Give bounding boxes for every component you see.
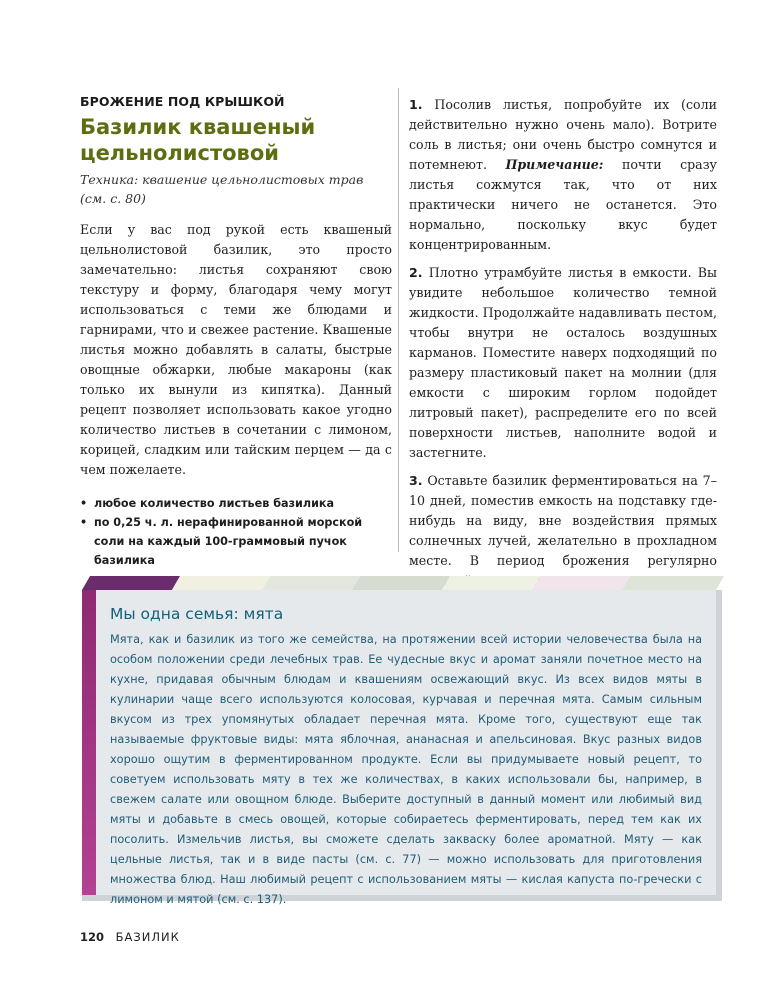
section-kicker: БРОЖЕНИЕ ПОД КРЫШКОЙ	[80, 94, 285, 109]
step-2	[409, 263, 717, 463]
step-number: 1.	[409, 97, 423, 112]
ingredient-item	[80, 513, 392, 570]
decorative-tab	[262, 576, 360, 590]
decorative-tab	[532, 576, 630, 590]
recipe-intro-text: Если у вас под рукой есть квашеный цельнолистовой базилик, это просто замечательно: листья сохраняют свою текстуру и форму, благодаря чему могут использоваться с теми же блюдами и гарнирами, что и свежее растение. Квашеные листья можно добавлять в салаты, быстрые овощные обжарки, любые макароны (как только их вынули из кипятка). Данный рецепт позволяет использовать какое угодно количество листьев в сочетании с лимоном, корицей, сладким или тайским перцем — да с чем пожелаете.	[80, 222, 392, 477]
decorative-tab	[622, 576, 724, 590]
recipe-steps-column	[409, 95, 717, 599]
step-text: Посолив листья, попробуйте их (соли действительно нужно очень мало). Вотрите соль в листья; они очень быстро сомнутся и потемнеют.	[409, 97, 717, 172]
step-note-label: Примечание:	[505, 157, 604, 172]
step-3	[409, 471, 717, 591]
sidebar-accent-bar	[82, 590, 96, 895]
recipe-title: Базилик квашеный цельнолистовой	[80, 115, 316, 165]
step-1	[409, 95, 717, 255]
decorative-tab	[352, 576, 450, 590]
bullet-icon: •	[80, 497, 88, 510]
recipe-intro-column	[80, 94, 392, 570]
decorative-tab	[172, 576, 270, 590]
sidebar-content	[110, 604, 702, 910]
technique-note: Техника: квашение цельнолистовых трав (см. с. 80)	[80, 172, 364, 206]
step-text: почти сразу листья сожмутся так, что от них практически ничего не останется. Это нормально, поскольку вкус будет концентрированным.	[409, 157, 717, 252]
bullet-icon: •	[80, 516, 88, 529]
step-number: 3.	[409, 473, 423, 488]
page-number: 120	[80, 930, 105, 944]
step-text: Плотно утрамбуйте листья в емкости. Вы увидите небольшое количество темной жидкости. Продолжайте надавливать пестом, чтобы внутри не осталось воздушных карманов. Поместите наверх подходящий по размеру пластиковый пакет на молнии (для емкости с широким горлом подойдет литровый пакет), распределите его по всей поверхности листьев, наполните водой и застегните.	[409, 265, 717, 460]
sidebar-title: Мы одна семья: мята	[110, 605, 284, 623]
section-name: БАЗИЛИК	[115, 930, 180, 944]
column-divider	[398, 88, 399, 552]
decorative-tab	[82, 576, 180, 590]
ingredient-text: по 0,25 ч. л. нерафинированной морской соли на каждый 100-граммовый пучок базилика	[94, 516, 363, 567]
sidebar-decorative-tabs	[80, 576, 716, 590]
step-text: Оставьте базилик ферментироваться на 7–10 дней, поместив емкость на подставку где-нибудь на виду, вне воздействия прямых солнечных лучей, желательно в прохладном месте. В период брожения регулярно	[409, 473, 717, 568]
page-footer	[80, 930, 180, 944]
step-number: 2.	[409, 265, 423, 280]
ingredient-item	[80, 494, 392, 513]
sidebar-shadow-right	[716, 590, 722, 895]
decorative-tab	[442, 576, 540, 590]
ingredients-list	[80, 494, 392, 570]
ingredient-text: любое количество листьев базилика	[94, 497, 335, 510]
sidebar-text: Мята, как и базилик из того же семейства, на протяжении всей истории человечества была на особом положении среди лечебных трав. Ее чудесные вкус и аромат заняли почетное место на кухне, придавая обычным блюдам и квашениям освежающий вкус. Из всех видов мяты в кулинарии чаще всего используются колосовая, курчавая и перечная мята. Самым сильным вкусом из трех упомянутых обладает перечная мята. Кроме того, существуют еще так называемые фруктовые виды: мята яблочная, ананасная и апельсиновая. Вкус разных видов хорошо ощутим в ферментированном продукте. Если вы придумываете новый рецепт, то советуем использовать мяту в тех же количествах, в каких использовали бы, например, в свежем салате или овощном блюде. Выберите доступный в данный момент или любимый вид мяты и добавьте в смесь овощей, которые собираетесь ферментировать, перед тем как их посолить. Измельчив листья, вы сможете сделать закваску более ароматной. Мяту — как цельные листья, так и в виде пасты (см. с. 77) — можно использовать для приготовления множества блюд. Наш любимый рецепт с использованием мяты — кислая капуста по-гречески с лимоном и мятой (см. с. 137).	[110, 633, 702, 906]
